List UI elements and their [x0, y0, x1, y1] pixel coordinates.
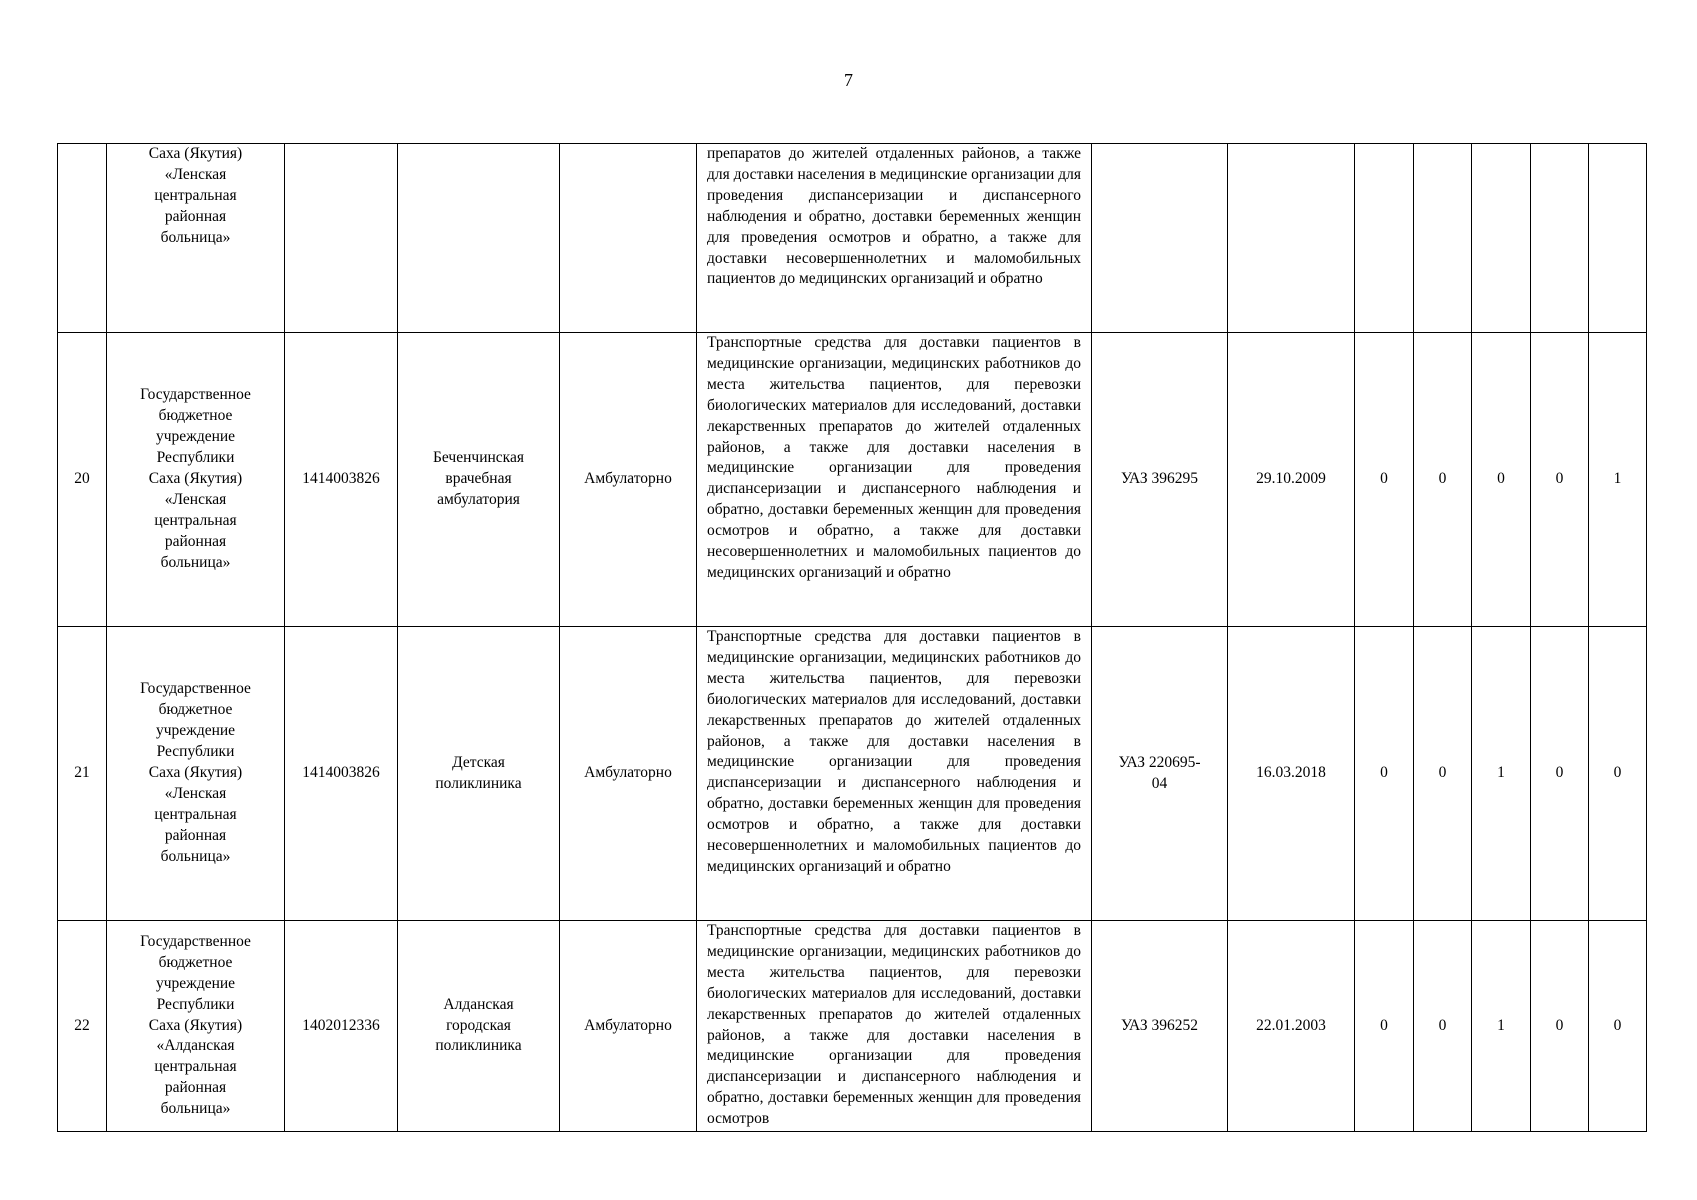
- row-number-cell: [58, 921, 107, 1132]
- count-cell-2: [1414, 921, 1472, 1132]
- vehicle-registry-table: [57, 143, 1647, 1132]
- date-cell: [1228, 333, 1355, 627]
- cell-text: 1402012336: [302, 1016, 380, 1034]
- cell-text: препаратов до жителей отдаленных районов, а также для доставки населения в медицинские организации для проведения диспансеризации и диспансерного наблюдения и обратно, доставки беременных женщин для проведения осмотров и обратно, а также для доставки несовершеннолетних и маломобильных пациентов до медицинских организаций и обратно: [707, 145, 1081, 288]
- cell-line: больница»: [160, 228, 231, 246]
- cell-line: центральная: [154, 1058, 237, 1076]
- cell-text: Транспортные средства для доставки пациентов в медицинские организации, медицинских работников до места жительства пациентов, для перевозки биологических материалов для исследований, доставки лекарственных препаратов до жителей отдаленных районов, а также для доставки населения в медицинские организации для проведения диспансеризации и диспансерного наблюдения и обратно, доставки беременных женщин для проведения осмотров и обратно, а также для доставки несовершеннолетних и маломобильных пациентов до медицинских организаций и обратно: [707, 628, 1081, 875]
- cell-text: 0: [1380, 1016, 1388, 1034]
- condition-cell: [560, 144, 697, 333]
- date-cell: [1228, 921, 1355, 1132]
- row-number-cell: [58, 333, 107, 627]
- cell-text: 1: [1497, 1016, 1505, 1034]
- cell-line: бюджетное: [158, 701, 233, 719]
- count-cell-2: [1414, 333, 1472, 627]
- cell-text: 0: [1497, 470, 1505, 488]
- table-row: [58, 333, 1647, 627]
- purpose-description-cell: [697, 627, 1092, 921]
- cell-line: «Алданская: [156, 1037, 235, 1055]
- condition-cell: [560, 627, 697, 921]
- cell-line: центральная: [154, 805, 237, 823]
- cell-text: 0: [1438, 470, 1447, 488]
- unit-cell: [398, 921, 560, 1132]
- count-cell-2: [1414, 144, 1472, 333]
- organization-cell: [107, 627, 285, 921]
- cell-text: Амбулаторно: [584, 764, 672, 782]
- cell-line: больница»: [160, 553, 231, 571]
- purpose-description-cell: [697, 333, 1092, 627]
- count-cell-4: [1531, 921, 1589, 1132]
- count-cell-4: [1531, 333, 1589, 627]
- cell-line: Беченчинская: [433, 449, 524, 467]
- cell-text: 0: [1438, 1016, 1447, 1034]
- cell-text: 0: [1380, 764, 1388, 782]
- cell-line: Саха (Якутия): [148, 145, 243, 162]
- cell-line: Государственное: [140, 680, 251, 698]
- row-number-cell: [58, 627, 107, 921]
- cell-text: Амбулаторно: [584, 470, 672, 488]
- condition-cell: [560, 921, 697, 1132]
- cell-text: 0: [1613, 764, 1622, 782]
- condition-cell: [560, 333, 697, 627]
- cell-line: врачебная: [445, 470, 512, 488]
- count-cell-3: [1472, 627, 1531, 921]
- cell-line: УАЗ 220695-: [1118, 753, 1201, 771]
- cell-line: больница»: [160, 847, 231, 865]
- page-number: 7: [844, 70, 853, 90]
- cell-text: Амбулаторно: [584, 1016, 672, 1034]
- cell-line: УАЗ 396252: [1121, 1016, 1198, 1034]
- cell-line: Саха (Якутия): [148, 1016, 243, 1034]
- cell-line: Саха (Якутия): [148, 764, 243, 782]
- table-row: [58, 627, 1647, 921]
- cell-line: Саха (Якутия): [148, 470, 243, 488]
- count-cell-4: [1531, 627, 1589, 921]
- cell-line: больница»: [160, 1100, 231, 1118]
- cell-line: районная: [164, 532, 227, 550]
- count-cell-3: [1472, 921, 1531, 1132]
- cell-line: учреждение: [155, 974, 236, 992]
- count-cell-5: [1589, 333, 1647, 627]
- count-cell-3: [1472, 144, 1531, 333]
- table-row: [58, 144, 1647, 333]
- cell-text: 1414003826: [302, 764, 380, 782]
- unit-cell: [398, 627, 560, 921]
- table-row: [58, 921, 1647, 1132]
- cell-text: 20: [74, 470, 90, 488]
- cell-line: центральная: [154, 186, 237, 204]
- date-cell: [1228, 144, 1355, 333]
- count-cell-2: [1414, 627, 1472, 921]
- inn-cell: [285, 333, 398, 627]
- cell-line: центральная: [154, 511, 237, 529]
- cell-line: Государственное: [140, 932, 251, 950]
- count-cell-5: [1589, 627, 1647, 921]
- cell-line: Детская: [452, 753, 505, 771]
- vehicle-model-cell: [1092, 921, 1228, 1132]
- cell-text: 0: [1380, 470, 1388, 488]
- cell-text: 22: [74, 1016, 90, 1034]
- cell-line: поликлиника: [435, 1037, 522, 1055]
- cell-text: 1: [1497, 764, 1505, 782]
- cell-line: «Ленская: [164, 165, 227, 183]
- cell-text: 21: [74, 764, 90, 782]
- cell-text: 1414003826: [302, 470, 380, 488]
- cell-text: 0: [1438, 764, 1447, 782]
- organization-cell: [107, 144, 285, 333]
- count-cell-5: [1589, 921, 1647, 1132]
- cell-line: учреждение: [155, 722, 236, 740]
- cell-line: «Ленская: [164, 784, 227, 802]
- count-cell-1: [1355, 627, 1414, 921]
- purpose-description-cell: [697, 144, 1092, 333]
- cell-text: 16.03.2018: [1256, 764, 1326, 782]
- organization-cell: [107, 333, 285, 627]
- cell-line: Республики: [156, 995, 235, 1013]
- cell-text: 0: [1555, 470, 1564, 488]
- cell-line: Алданская: [443, 995, 514, 1013]
- cell-line: поликлиника: [435, 774, 522, 792]
- inn-cell: [285, 627, 398, 921]
- vehicle-model-cell: [1092, 627, 1228, 921]
- cell-text: 0: [1613, 1016, 1622, 1034]
- cell-line: районная: [164, 826, 227, 844]
- unit-cell: [398, 144, 560, 333]
- count-cell-1: [1355, 333, 1414, 627]
- cell-text: Транспортные средства для доставки пациентов в медицинские организации, медицинских работников до места жительства пациентов, для перевозки биологических материалов для исследований, доставки лекарственных препаратов до жителей отдаленных районов, а также для доставки населения в медицинские организации для проведения диспансеризации и диспансерного наблюдения и обратно, доставки беременных женщин для проведения осмотров: [707, 922, 1081, 1128]
- cell-text: 0: [1555, 1016, 1564, 1034]
- vehicle-model-cell: [1092, 333, 1228, 627]
- inn-cell: [285, 921, 398, 1132]
- cell-line: бюджетное: [158, 953, 233, 971]
- cell-text: 29.10.2009: [1256, 470, 1326, 488]
- count-cell-1: [1355, 144, 1414, 333]
- count-cell-5: [1589, 144, 1647, 333]
- cell-line: УАЗ 396295: [1121, 470, 1198, 488]
- inn-cell: [285, 144, 398, 333]
- row-number-cell: [58, 144, 107, 333]
- cell-text: 0: [1555, 764, 1564, 782]
- cell-line: 04: [1151, 774, 1168, 792]
- vehicle-model-cell: [1092, 144, 1228, 333]
- cell-text: 1: [1613, 470, 1622, 488]
- cell-line: городская: [446, 1016, 511, 1034]
- cell-line: районная: [164, 207, 227, 225]
- cell-line: Государственное: [140, 386, 251, 404]
- cell-line: учреждение: [155, 428, 236, 446]
- unit-cell: [398, 333, 560, 627]
- date-cell: [1228, 627, 1355, 921]
- cell-line: «Ленская: [164, 490, 227, 508]
- count-cell-4: [1531, 144, 1589, 333]
- cell-line: амбулатория: [437, 490, 520, 508]
- count-cell-1: [1355, 921, 1414, 1132]
- cell-line: Республики: [156, 449, 235, 467]
- count-cell-3: [1472, 333, 1531, 627]
- cell-text: Транспортные средства для доставки пациентов в медицинские организации, медицинских работников до места жительства пациентов, для перевозки биологических материалов для исследований, доставки лекарственных препаратов до жителей отдаленных районов, а также для доставки населения в медицинские организации для проведения диспансеризации и диспансерного наблюдения и обратно, доставки беременных женщин для проведения осмотров и обратно, а также для доставки несовершеннолетних и маломобильных пациентов до медицинских организаций и обратно: [707, 334, 1081, 581]
- cell-line: бюджетное: [158, 407, 233, 425]
- cell-text: 22.01.2003: [1256, 1016, 1326, 1034]
- cell-line: Республики: [156, 743, 235, 761]
- cell-line: районная: [164, 1079, 227, 1097]
- purpose-description-cell: [697, 921, 1092, 1132]
- organization-cell: [107, 921, 285, 1132]
